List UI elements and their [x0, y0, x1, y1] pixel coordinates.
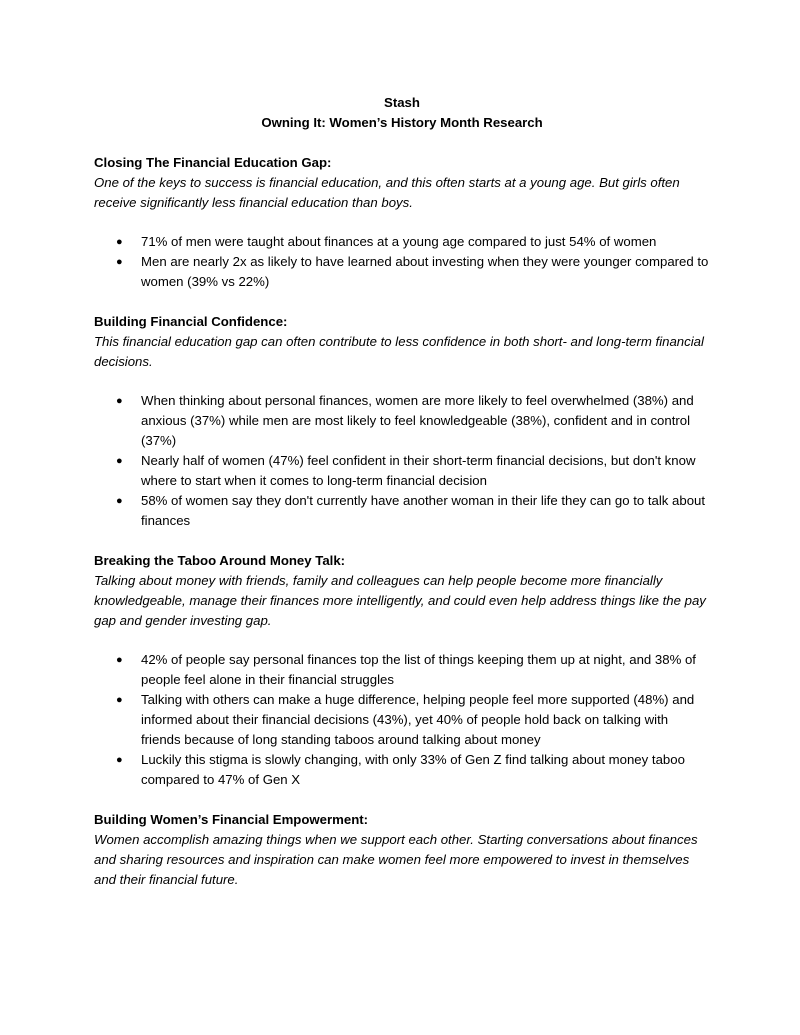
- list-item: [116, 391, 710, 451]
- list-item-text: 42% of people say personal finances top the list of things keeping them up at night, and 38% of people feel alone in their financial struggles: [141, 652, 696, 687]
- section-intro: One of the keys to success is financial education, and this often starts at a young age. But girls often receive significantly less financial education than boys.: [94, 175, 680, 210]
- list-item-text: 58% of women say they don't currently have another woman in their life they can go to talk about finances: [141, 493, 706, 528]
- section-education-gap: [94, 153, 710, 292]
- document-subtitle: Owning It: Women’s History Month Research: [261, 115, 543, 130]
- list-item: [116, 252, 710, 292]
- list-item: [116, 232, 710, 252]
- bullet-icon: ●: [116, 495, 123, 507]
- section-money-talk-taboo: [94, 551, 710, 790]
- bullet-icon: ●: [116, 455, 123, 467]
- section-heading: Breaking the Taboo Around Money Talk:: [94, 553, 346, 568]
- section-intro: Talking about money with friends, family and colleagues can help people become more financially knowledgeable, manage their finances more intelligently, and could even help address things like the pay gap and gender investing gap.: [94, 573, 706, 628]
- list-item-text: Nearly half of women (47%) feel confident in their short-term financial decisions, but don't know where to start when it comes to long-term financial decision: [141, 453, 696, 488]
- bullet-icon: ●: [116, 256, 123, 268]
- section-intro: Women accomplish amazing things when we support each other. Starting conversations about finances and sharing resources and inspiration can make women feel more empowered to invest in themselves and their financial future.: [94, 832, 698, 887]
- section-heading: Building Financial Confidence:: [94, 314, 288, 329]
- document-title: Stash: [384, 95, 420, 110]
- list-item-text: Luckily this stigma is slowly changing, with only 33% of Gen Z find talking about money taboo compared to 47% of Gen X: [141, 752, 685, 787]
- list-item: [116, 750, 710, 790]
- list-item-text: 71% of men were taught about finances at a young age compared to just 54% of women: [141, 234, 657, 249]
- bullet-list: [94, 391, 710, 531]
- bullet-icon: ●: [116, 694, 123, 706]
- list-item: [116, 491, 710, 531]
- section-intro: This financial education gap can often contribute to less confidence in both short- and long-term financial decisions.: [94, 334, 704, 369]
- section-financial-empowerment: [94, 810, 710, 890]
- bullet-icon: ●: [116, 236, 123, 248]
- bullet-list: [94, 232, 710, 292]
- list-item: [116, 451, 710, 491]
- list-item-text: Talking with others can make a huge difference, helping people feel more supported (48%) and informed about their financial decisions (43%), yet 40% of people hold back on talking with friends because of long standing taboos around talking about money: [141, 692, 695, 747]
- section-financial-confidence: [94, 312, 710, 531]
- document-page: [94, 93, 710, 910]
- list-item: [116, 690, 710, 750]
- bullet-list: [94, 650, 710, 790]
- bullet-icon: ●: [116, 654, 123, 666]
- section-heading: Closing The Financial Education Gap:: [94, 155, 332, 170]
- bullet-icon: ●: [116, 754, 123, 766]
- list-item-text: Men are nearly 2x as likely to have learned about investing when they were younger compared to women (39% vs 22%): [141, 254, 709, 289]
- list-item: [116, 650, 710, 690]
- list-item-text: When thinking about personal finances, women are more likely to feel overwhelmed (38%) and anxious (37%) while men are most likely to feel knowledgeable (38%), confident and in control (37%): [141, 393, 694, 448]
- section-heading: Building Women’s Financial Empowerment:: [94, 812, 369, 827]
- bullet-icon: ●: [116, 395, 123, 407]
